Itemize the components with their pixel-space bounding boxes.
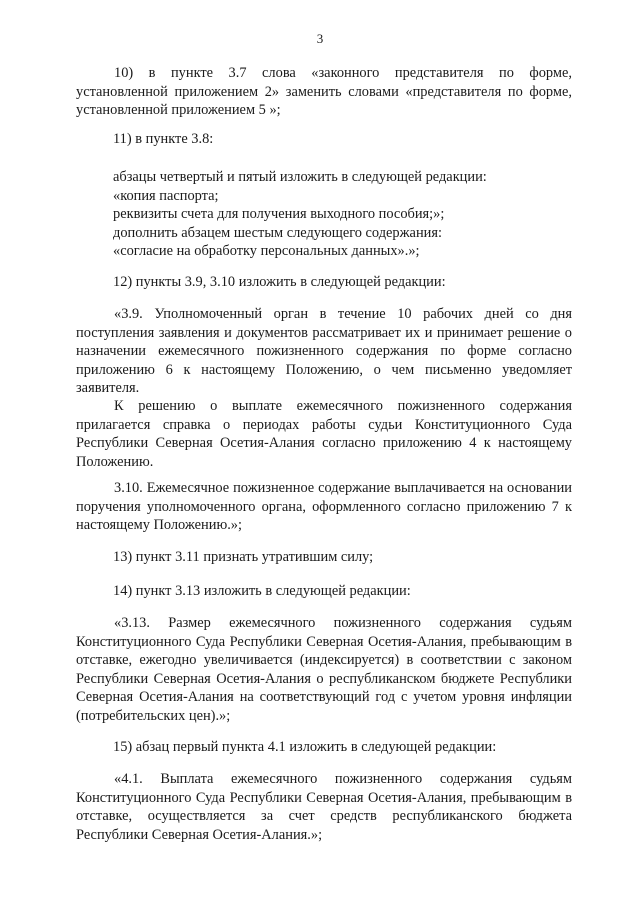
paragraph-item-10: 10) в пункте 3.7 слова «законного представителя по форме, установленной приложением 2» заменить словами «представителя по форме, установленной приложением 5 »;	[76, 65, 572, 118]
item-11-line-1: абзацы четвертый и пятый изложить в следующей редакции:	[113, 169, 487, 185]
page-number: 3	[316, 31, 324, 46]
item-11-line-4: дополнить абзацем шестым следующего содержания:	[113, 224, 442, 241]
paragraph-3-9-second: К решению о выплате ежемесячного пожизненного содержания прилагается справка о периодах работы судьи Конституционного Суда Республики Северная Осетия-Алания согласно приложению 4 к настоящему Положению.	[76, 398, 572, 470]
paragraph-3-13: «3.13. Размер ежемесячного пожизненного содержания судьям Конституционного Суда Республики Северная Осетия-Алания, пребывающим в отставке, ежегодно увеличивается (индексируется) в соответствии с законом Республики Северная Осетия-Алания о республиканском бюджете Республики Северная Осетия-Алания на соответствующий год с учетом уровня инфляции (потребительских цен).»;	[76, 615, 572, 724]
item-11-line-5: «согласие на обработку персональных данных».»;	[113, 243, 420, 259]
paragraph-item-11-heading: 11) в пункте 3.8:	[113, 131, 214, 147]
paragraph-3-10: 3.10. Ежемесячное пожизненное содержание выплачивается на основании поручения уполномоченного органа, оформленного согласно приложению 7 к настоящему Положению.»;	[76, 480, 572, 533]
paragraph-item-15: 15) абзац первый пункта 4.1 изложить в следующей редакции:	[113, 739, 497, 755]
paragraph-item-13: 13) пункт 3.11 признать утратившим силу;	[113, 549, 374, 565]
paragraph-item-12: 12) пункты 3.9, 3.10 изложить в следующей редакции:	[113, 274, 446, 290]
paragraph-4-1: «4.1. Выплата ежемесячного пожизненного содержания судьям Конституционного Суда Республики Северная Осетия-Алания, пребывающим в отставке, осуществляется за счет средств республиканского бюджета Республики Северная Осетия-Алания.»;	[76, 771, 572, 843]
item-11-line-2: «копия паспорта;	[113, 187, 219, 204]
item-11-line-3: реквизиты счета для получения выходного пособия;»;	[113, 206, 445, 222]
paragraph-3-9: «3.9. Уполномоченный орган в течение 10 рабочих дней со дня поступления заявления и документов рассматривает их и принимает решение о назначении ежемесячного пожизненного содержания по форме согласно приложению 6 к настоящему Положению, о чем письменно уведомляет заявителя.	[76, 306, 572, 396]
paragraph-item-14: 14) пункт 3.13 изложить в следующей редакции:	[113, 583, 411, 599]
